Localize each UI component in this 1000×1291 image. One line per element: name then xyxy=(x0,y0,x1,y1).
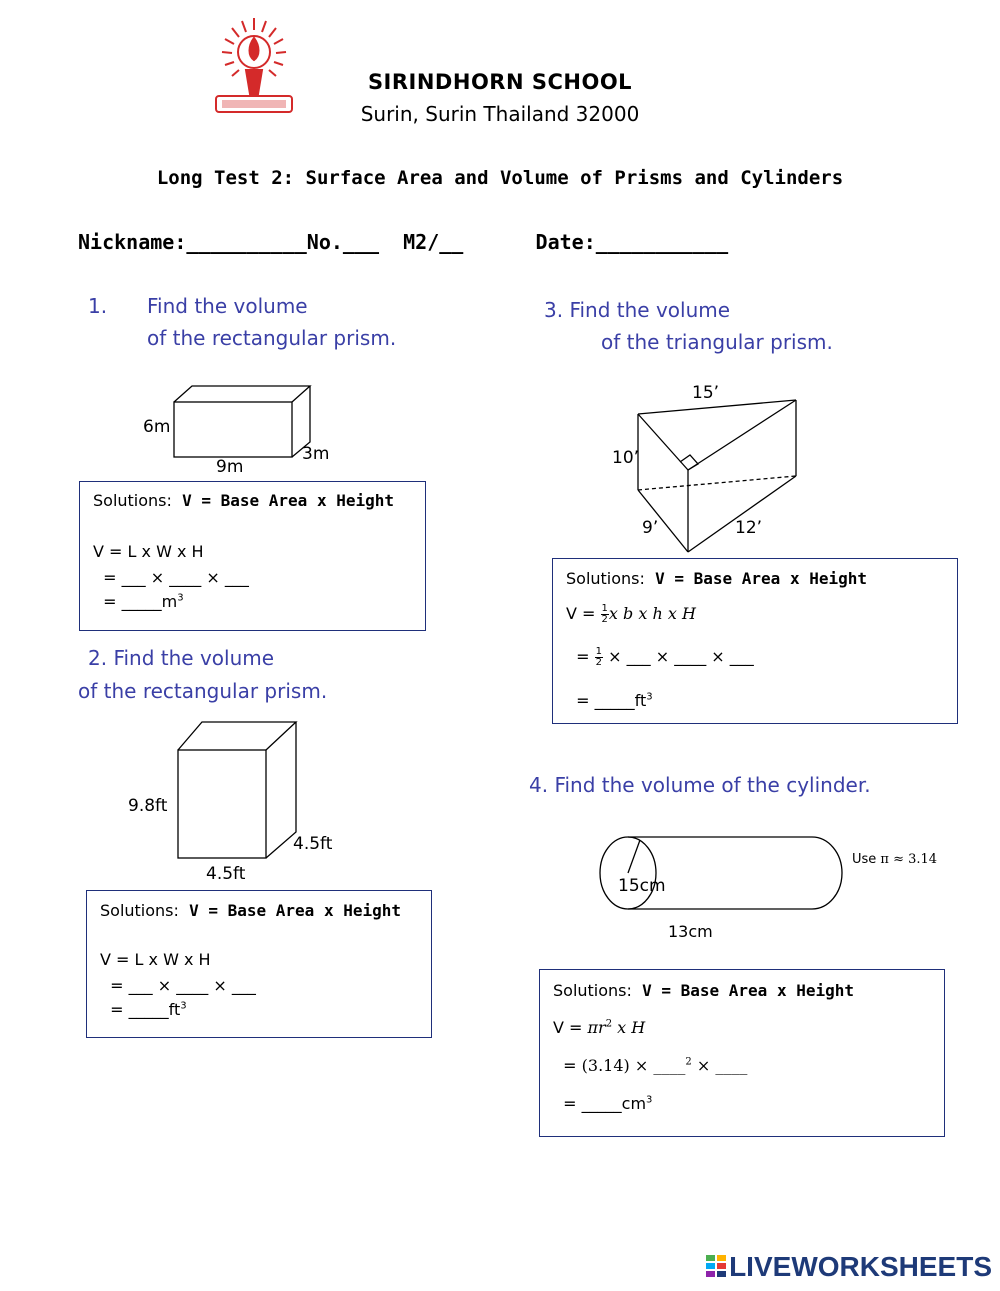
q1-solution-label: Solutions: xyxy=(93,491,172,510)
q1-step-1: V = L x W x H xyxy=(93,542,204,561)
q4-solution-heading xyxy=(553,981,854,1000)
q4-radius-label: 15cm xyxy=(618,876,666,896)
q4-v-tail: x H xyxy=(612,1018,646,1037)
q3-step-1 xyxy=(566,604,696,625)
q3-base-label: 9’ xyxy=(642,518,659,538)
q1-number: 1. xyxy=(88,294,108,318)
q1-height-label: 6m xyxy=(143,417,171,437)
q3-prompt-line2: of the triangular prism. xyxy=(601,330,833,354)
brand-text: LIVEWORKSHEETS xyxy=(729,1251,992,1282)
q2-rectangular-prism-figure xyxy=(174,718,302,863)
q3-step-2[interactable] xyxy=(566,647,754,668)
q3-half-fraction xyxy=(601,604,609,625)
q4-line2-b[interactable]: × ____ xyxy=(691,1056,748,1075)
q4-solution-label: Solutions: xyxy=(553,981,632,1000)
q2-step-3[interactable] xyxy=(100,1000,187,1019)
q1-step-2[interactable]: = ___ × ____ × ___ xyxy=(93,568,249,587)
q4-pi-note xyxy=(852,852,937,867)
q3-length-label: 15’ xyxy=(692,383,720,403)
q2-solution-box xyxy=(86,890,432,1038)
q4-v-expr: πr xyxy=(587,1018,606,1037)
test-title: Long Test 2: Surface Area and Volume of Prisms and Cylinders xyxy=(156,167,844,189)
q2-length-label: 4.5ft xyxy=(206,864,246,884)
q1-answer-blank[interactable]: = _____m xyxy=(93,592,178,611)
q3-unit-exponent: 3 xyxy=(646,691,653,703)
q1-formula: V = Base Area x Height xyxy=(182,491,394,510)
q4-line2-a[interactable]: (3.14) × ____ xyxy=(581,1056,686,1075)
q2-answer-blank[interactable]: = _____ft xyxy=(100,1000,181,1019)
q1-solution-heading xyxy=(93,491,394,510)
q1-length-label: 9m xyxy=(216,457,244,477)
q3-half-den: 2 xyxy=(601,614,608,625)
q1-prompt-line2: of the rectangular prism. xyxy=(147,326,397,350)
q1-prompt-line1: Find the volume xyxy=(147,294,308,318)
q2-step-2[interactable]: = ___ × ____ × ___ xyxy=(100,976,256,995)
q1-solution-box xyxy=(79,481,426,631)
q2-unit-exponent: 3 xyxy=(180,1000,187,1012)
q2-solution-label: Solutions: xyxy=(100,901,179,920)
q3-prompt-line1: 3. Find the volume xyxy=(544,298,731,322)
student-info-line[interactable]: Nickname:__________No.___ M2/__ Date:___________ xyxy=(78,230,729,254)
q4-v-exp: 2 xyxy=(605,1018,613,1030)
q4-step-2[interactable] xyxy=(553,1056,747,1075)
q3-expr: x b x h x H xyxy=(608,604,696,623)
q4-pi-value: π ≈ 3.14 xyxy=(880,852,938,867)
q3-line2-blanks[interactable]: × ___ × ____ × ___ xyxy=(603,647,754,666)
q4-formula: V = Base Area x Height xyxy=(642,981,854,1000)
q3-solution-box xyxy=(552,558,958,724)
q4-line2-exp: 2 xyxy=(685,1056,692,1068)
q4-step-3[interactable] xyxy=(553,1094,652,1113)
q2-step-1: V = L x W x H xyxy=(100,950,211,969)
q4-v-prefix: V = xyxy=(553,1018,588,1037)
q4-prompt: 4. Find the volume of the cylinder. xyxy=(529,773,871,797)
q2-solution-heading xyxy=(100,901,401,920)
q4-line2-prefix: = xyxy=(553,1056,582,1075)
q4-solution-box xyxy=(539,969,945,1137)
school-address: Surin, Surin Thailand 32000 xyxy=(360,102,640,126)
q4-pi-prefix: Use xyxy=(852,852,881,867)
q3-solution-heading xyxy=(566,569,867,588)
q2-height-label: 9.8ft xyxy=(128,796,168,816)
q2-formula: V = Base Area x Height xyxy=(189,901,401,920)
q3-half-fraction-2 xyxy=(595,647,603,668)
q1-rectangular-prism-figure xyxy=(170,382,315,462)
q3-height-label: 10’ xyxy=(612,448,640,468)
q2-prompt-line2: of the rectangular prism. xyxy=(78,679,328,703)
q2-width-label: 4.5ft xyxy=(293,834,333,854)
q3-step-3[interactable] xyxy=(566,691,653,710)
q3-answer-blank[interactable]: = _____ft xyxy=(566,691,647,710)
q4-unit-exponent: 3 xyxy=(646,1094,653,1106)
liveworksheets-brand xyxy=(705,1251,992,1283)
q4-step-1 xyxy=(553,1018,645,1037)
q3-side-label: 12’ xyxy=(735,518,763,538)
q2-prompt-line1: 2. Find the volume xyxy=(88,646,275,670)
q3-half-num: 1 xyxy=(601,603,608,614)
q3-line2-prefix: = xyxy=(566,647,595,666)
q1-width-label: 3m xyxy=(302,444,330,464)
q3-formula: V = Base Area x Height xyxy=(655,569,867,588)
q4-answer-blank[interactable]: = _____cm xyxy=(553,1094,647,1113)
q4-cylinder-figure xyxy=(596,832,850,914)
q1-unit-exponent: 3 xyxy=(177,592,184,604)
q3-v-prefix: V = xyxy=(566,604,601,623)
q3-half-num-2: 1 xyxy=(595,646,603,657)
q1-step-3[interactable] xyxy=(93,592,184,611)
q3-solution-label: Solutions: xyxy=(566,569,645,588)
q3-half-den-2: 2 xyxy=(595,657,603,668)
school-name: SIRINDHORN SCHOOL xyxy=(367,70,633,94)
q4-length-label: 13cm xyxy=(668,922,713,941)
liveworksheets-logo-icon xyxy=(705,1253,727,1279)
